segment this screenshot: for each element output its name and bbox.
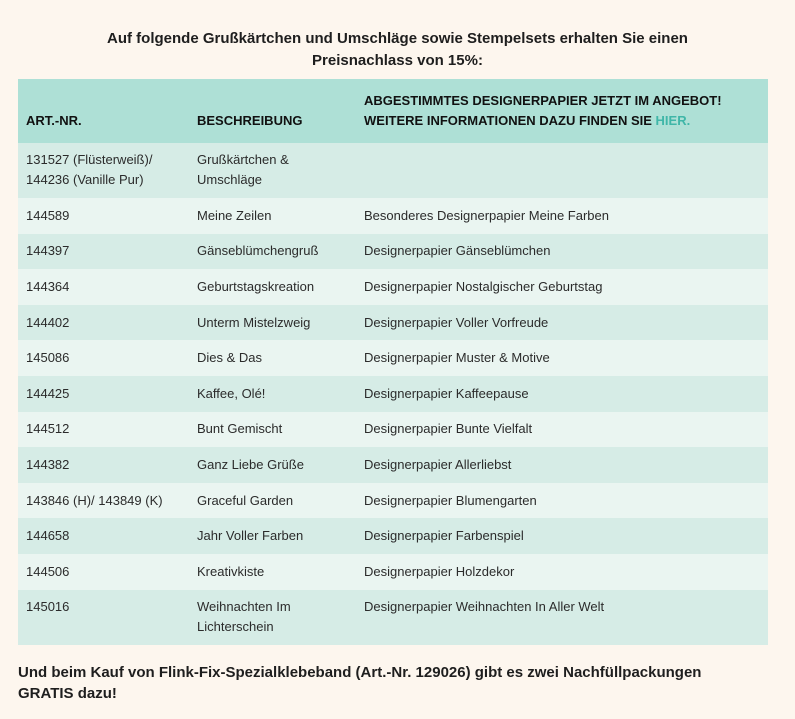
table-row	[18, 340, 768, 376]
cell-art-nr: 143846 (H)/ 143849 (K)	[26, 492, 163, 508]
header-designerpapier	[356, 79, 768, 143]
cell-beschreibung: Meine Zeilen	[197, 207, 272, 223]
table-row	[18, 554, 768, 590]
table-row	[18, 518, 768, 554]
cell-art-nr: 144512	[26, 421, 70, 437]
cell-beschreibung: Geburtstagskreation	[197, 278, 315, 294]
intro-line-2: Preisnachlass von 15%:	[312, 52, 483, 69]
cell-beschreibung: Dies & Das	[197, 350, 263, 366]
header-designerpapier-line-2: WEITERE INFORMATIONEN DAZU FINDEN SIE	[364, 113, 656, 128]
cell-art-nr: 144364	[26, 278, 70, 294]
outro-line-2: GRATIS dazu!	[18, 685, 117, 702]
header-beschreibung: BESCHREIBUNG	[189, 79, 356, 143]
cell-art-nr-line-2: 144236 (Vanille Pur)	[26, 172, 144, 187]
cell-beschreibung: Graceful Garden	[197, 492, 294, 508]
cell-art-nr	[18, 143, 189, 198]
cell-beschreibung: Kaffee, Olé!	[197, 385, 266, 401]
cell-designerpapier: Designerpapier Allerliebst	[364, 456, 512, 472]
cell-beschreibung: Unterm Mistelzweig	[197, 314, 311, 330]
table-row	[18, 305, 768, 341]
cell-art-nr: 144658	[26, 528, 70, 544]
cell-art-nr: 145016	[26, 598, 70, 614]
header-art-nr: ART.-NR.	[18, 79, 189, 143]
hier-link[interactable]: HIER.	[655, 113, 691, 128]
cell-art-nr: 144397	[26, 243, 70, 259]
cell-designerpapier	[356, 143, 768, 198]
table-row	[18, 376, 768, 412]
cell-beschreibung	[189, 590, 356, 645]
cell-art-nr: 144425	[26, 385, 70, 401]
cell-beschreibung: Bunt Gemischt	[197, 421, 283, 437]
cell-designerpapier: Designerpapier Gänseblümchen	[364, 243, 551, 259]
cell-designerpapier: Designerpapier Kaffeepause	[364, 385, 529, 401]
outro-text	[18, 662, 778, 704]
table-row	[18, 590, 768, 645]
cell-art-nr-line-1: 131527 (Flüsterweiß)/	[26, 152, 153, 167]
intro-line-1: Auf folgende Grußkärtchen und Umschläge sowie Stempelsets erhalten Sie einen	[107, 30, 688, 47]
header-designerpapier-line-1: ABGESTIMMTES DESIGNERPAPIER JETZT IM ANGEBOT!	[364, 93, 722, 108]
table-row	[18, 234, 768, 270]
cell-designerpapier: Designerpapier Muster & Motive	[364, 350, 550, 366]
table-row	[18, 447, 768, 483]
cell-designerpapier: Designerpapier Voller Vorfreude	[364, 314, 549, 330]
cell-beschreibung-line-2: Umschläge	[197, 172, 263, 187]
outro-line-1: Und beim Kauf von Flink-Fix-Spezialklebeband (Art.-Nr. 129026) gibt es zwei Nachfüllpackungen	[18, 664, 702, 681]
table-row	[18, 143, 768, 198]
cell-beschreibung-line-1: Weihnachten Im	[197, 598, 291, 614]
table-row	[18, 269, 768, 305]
cell-beschreibung-line-2: Lichterschein	[197, 618, 274, 634]
intro-text	[60, 28, 735, 72]
cell-designerpapier: Designerpapier Blumengarten	[364, 492, 537, 508]
cell-beschreibung: Ganz Liebe Grüße	[197, 456, 304, 472]
cell-designerpapier: Designerpapier Farbenspiel	[364, 528, 524, 544]
table-row	[18, 198, 768, 234]
cell-beschreibung-line-1: Grußkärtchen &	[197, 152, 289, 167]
cell-beschreibung	[189, 143, 356, 198]
cell-beschreibung: Gänseblümchengruß	[197, 243, 319, 259]
cell-beschreibung: Jahr Voller Farben	[197, 528, 304, 544]
cell-beschreibung: Kreativkiste	[197, 563, 265, 579]
discount-table	[18, 79, 768, 645]
cell-designerpapier: Designerpapier Bunte Vielfalt	[364, 421, 533, 437]
cell-art-nr: 144382	[26, 456, 70, 472]
cell-designerpapier: Designerpapier Holzdekor	[364, 563, 515, 579]
table-row	[18, 483, 768, 519]
cell-art-nr: 144506	[26, 563, 70, 579]
cell-designerpapier: Designerpapier Nostalgischer Geburtstag	[364, 278, 603, 294]
cell-art-nr: 144402	[26, 314, 70, 330]
table-row	[18, 412, 768, 448]
cell-designerpapier: Designerpapier Weihnachten In Aller Welt	[364, 598, 605, 614]
table-header-row	[18, 79, 768, 143]
cell-designerpapier: Besonderes Designerpapier Meine Farben	[364, 207, 609, 223]
cell-art-nr: 145086	[26, 350, 70, 366]
cell-art-nr: 144589	[26, 207, 70, 223]
